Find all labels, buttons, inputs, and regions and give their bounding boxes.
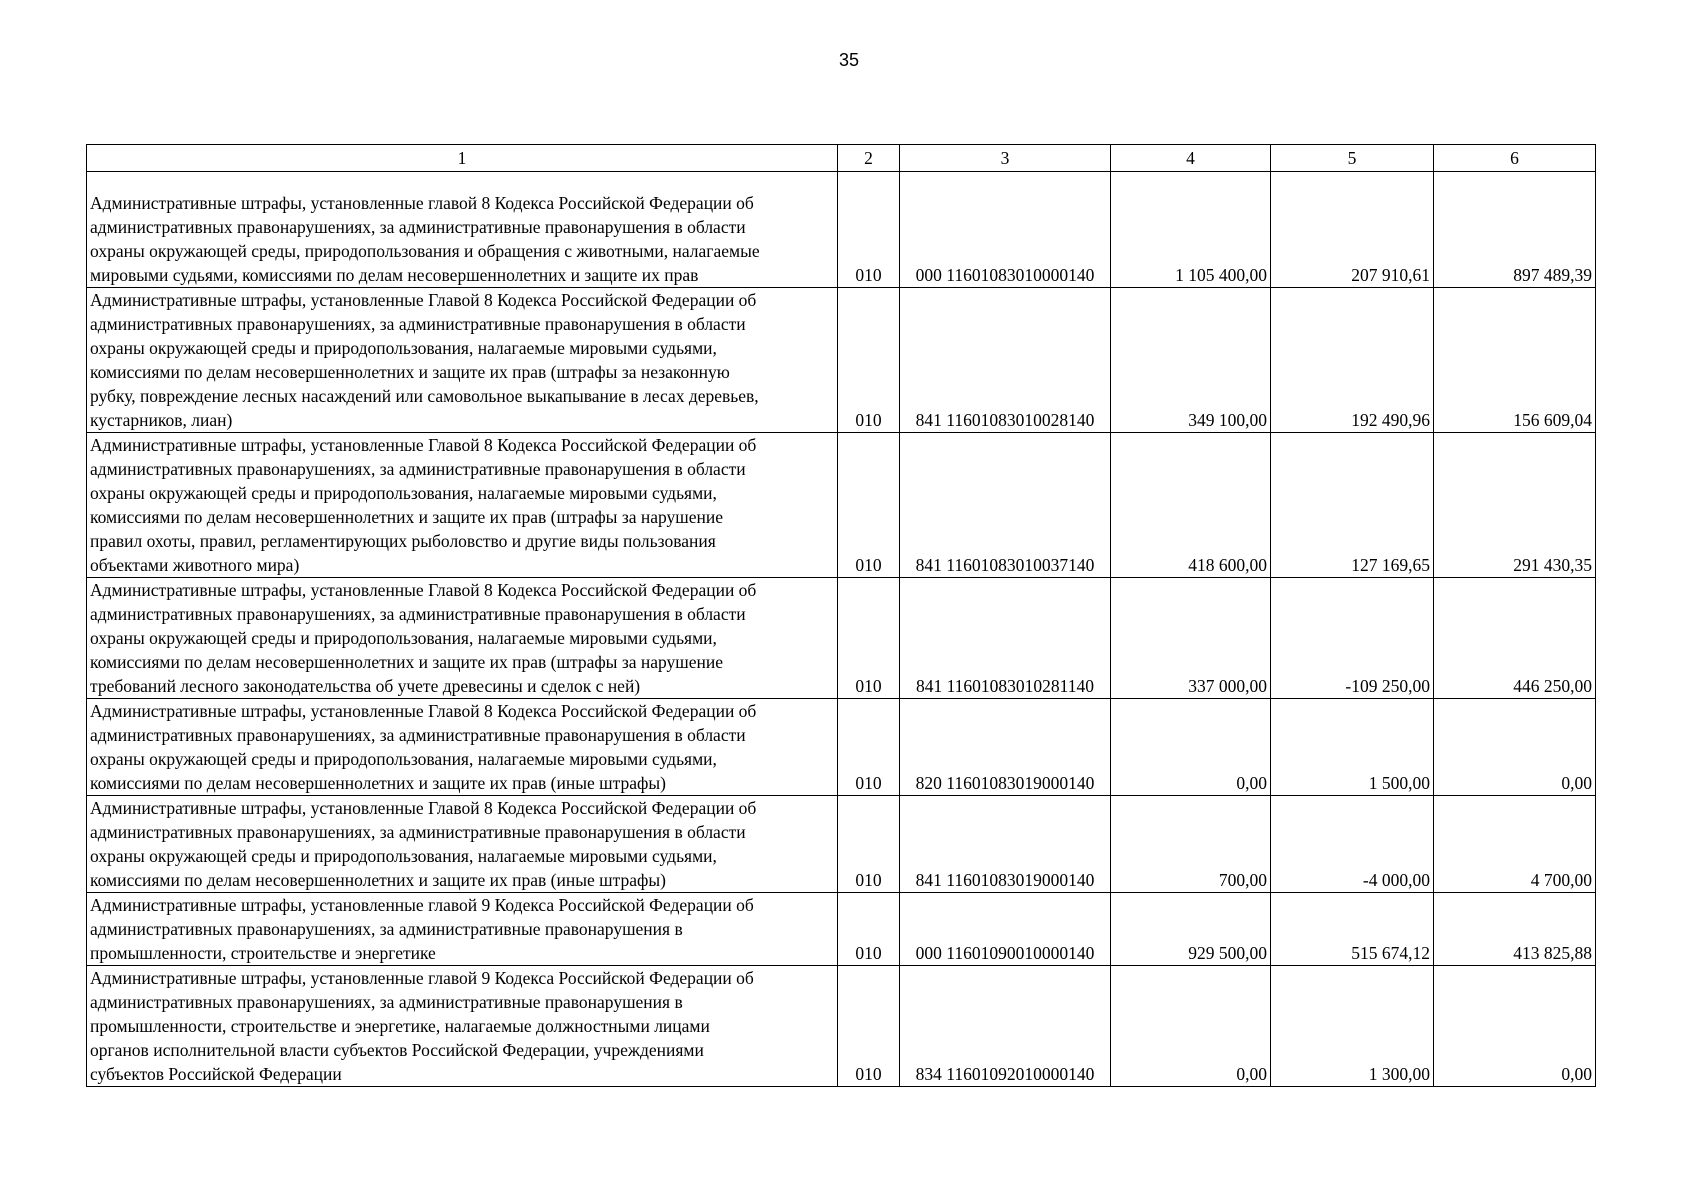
description-line: Административные штрафы, установленные Главой 8 Кодекса Российской Федерации об <box>90 798 757 818</box>
row-value-5: -109 250,00 <box>1271 578 1434 699</box>
description-line: Административные штрафы, установленные Главой 8 Кодекса Российской Федерации об <box>90 435 757 455</box>
description-line: административных правонарушениях, за административные правонарушения в области <box>90 314 746 334</box>
row-value-5: -4 000,00 <box>1271 796 1434 893</box>
description-line: охраны окружающей среды и природопользования, налагаемые мировыми судьями, <box>90 338 717 358</box>
row-line-code: 010 <box>838 796 900 893</box>
row-value-6: 897 489,39 <box>1434 172 1596 288</box>
row-line-code: 010 <box>838 578 900 699</box>
description-line: промышленности, строительстве и энергетике, налагаемые должностными лицами <box>90 1016 710 1036</box>
column-header-4: 4 <box>1111 145 1271 172</box>
row-value-4: 349 100,00 <box>1111 288 1271 433</box>
description-line: административных правонарушениях, за административные правонарушения в <box>90 919 683 939</box>
table-row <box>87 699 1596 796</box>
column-header-2: 2 <box>838 145 900 172</box>
row-line-code: 010 <box>838 699 900 796</box>
row-value-5: 515 674,12 <box>1271 893 1434 966</box>
row-value-5: 207 910,61 <box>1271 172 1434 288</box>
row-budget-code: 841 11601083010037140 <box>900 433 1111 578</box>
description-line: Административные штрафы, установленные главой 9 Кодекса Российской Федерации об <box>90 895 754 915</box>
row-budget-code: 834 11601092010000140 <box>900 966 1111 1087</box>
row-value-4: 418 600,00 <box>1111 433 1271 578</box>
row-value-4: 0,00 <box>1111 699 1271 796</box>
page-number: 35 <box>838 50 860 70</box>
row-line-code: 010 <box>838 172 900 288</box>
row-value-4: 929 500,00 <box>1111 893 1271 966</box>
description-line: административных правонарушениях, за административные правонарушения в области <box>90 725 746 745</box>
description-line: комиссиями по делам несовершеннолетних и защите их прав (иные штрафы) <box>90 870 666 890</box>
row-budget-code: 841 11601083010028140 <box>900 288 1111 433</box>
row-value-5: 1 500,00 <box>1271 699 1434 796</box>
column-header-6: 6 <box>1434 145 1596 172</box>
description-line: кустарников, лиан) <box>90 410 233 430</box>
row-value-6: 291 430,35 <box>1434 433 1596 578</box>
description-line: комиссиями по делам несовершеннолетних и защите их прав (штрафы за нарушение <box>90 652 724 672</box>
row-budget-code: 000 11601083010000140 <box>900 172 1111 288</box>
table-row <box>87 578 1596 699</box>
row-line-code: 010 <box>838 433 900 578</box>
row-line-code: 010 <box>838 288 900 433</box>
row-value-4: 700,00 <box>1111 796 1271 893</box>
row-value-4: 1 105 400,00 <box>1111 172 1271 288</box>
row-description <box>87 893 838 966</box>
description-line: охраны окружающей среды, природопользования и обращения с животными, налагаемые <box>90 241 760 261</box>
row-value-5: 127 169,65 <box>1271 433 1434 578</box>
description-line: комиссиями по делам несовершеннолетних и защите их прав (штрафы за нарушение <box>90 507 724 527</box>
description-line: комиссиями по делам несовершеннолетних и защите их прав (иные штрафы) <box>90 773 666 793</box>
row-value-6: 446 250,00 <box>1434 578 1596 699</box>
description-line: субъектов Российской Федерации <box>90 1064 342 1084</box>
table-row <box>87 796 1596 893</box>
row-budget-code: 841 11601083010281140 <box>900 578 1111 699</box>
description-line: Административные штрафы, установленные Главой 8 Кодекса Российской Федерации об <box>90 701 757 721</box>
description-line: административных правонарушениях, за административные правонарушения в области <box>90 459 746 479</box>
column-header-1: 1 <box>87 145 838 172</box>
description-line: Административные штрафы, установленные главой 9 Кодекса Российской Федерации об <box>90 968 754 988</box>
row-value-6: 0,00 <box>1434 966 1596 1087</box>
row-value-4: 337 000,00 <box>1111 578 1271 699</box>
column-header-5: 5 <box>1271 145 1434 172</box>
description-line: объектами животного мира) <box>90 555 300 575</box>
description-line: административных правонарушениях, за административные правонарушения в области <box>90 217 746 237</box>
description-line: охраны окружающей среды и природопользования, налагаемые мировыми судьями, <box>90 628 717 648</box>
description-line: административных правонарушениях, за административные правонарушения в <box>90 992 683 1012</box>
row-value-6: 0,00 <box>1434 699 1596 796</box>
description-line: правил охоты, правил, регламентирующих рыболовство и другие виды пользования <box>90 531 716 551</box>
row-description <box>87 172 838 288</box>
row-line-code: 010 <box>838 893 900 966</box>
description-line: Административные штрафы, установленные главой 8 Кодекса Российской Федерации об <box>90 193 754 213</box>
description-line: органов исполнительной власти субъектов Российской Федерации, учреждениями <box>90 1040 704 1060</box>
description-line: охраны окружающей среды и природопользования, налагаемые мировыми судьями, <box>90 846 717 866</box>
row-value-6: 156 609,04 <box>1434 288 1596 433</box>
row-description <box>87 796 838 893</box>
description-line: комиссиями по делам несовершеннолетних и защите их прав (штрафы за незаконную <box>90 362 730 382</box>
table-header-row <box>87 145 1596 172</box>
description-line: административных правонарушениях, за административные правонарушения в области <box>90 822 746 842</box>
row-budget-code: 000 11601090010000140 <box>900 893 1111 966</box>
row-description <box>87 288 838 433</box>
row-description <box>87 699 838 796</box>
row-description <box>87 966 838 1087</box>
row-description <box>87 433 838 578</box>
row-value-6: 4 700,00 <box>1434 796 1596 893</box>
row-value-5: 192 490,96 <box>1271 288 1434 433</box>
description-line: промышленности, строительстве и энергетике <box>90 943 436 963</box>
description-line: мировыми судьями, комиссиями по делам несовершеннолетних и защите их прав <box>90 265 699 285</box>
table-row <box>87 966 1596 1087</box>
row-value-5: 1 300,00 <box>1271 966 1434 1087</box>
description-line: охраны окружающей среды и природопользования, налагаемые мировыми судьями, <box>90 483 717 503</box>
row-value-4: 0,00 <box>1111 966 1271 1087</box>
table-row <box>87 433 1596 578</box>
row-value-6: 413 825,88 <box>1434 893 1596 966</box>
description-line: охраны окружающей среды и природопользования, налагаемые мировыми судьями, <box>90 749 717 769</box>
fines-table <box>86 144 1596 1087</box>
description-line: рубку, повреждение лесных насаждений или самовольное выкапывание в лесах деревьев, <box>90 386 759 406</box>
description-line: Административные штрафы, установленные Главой 8 Кодекса Российской Федерации об <box>90 290 757 310</box>
description-line: Административные штрафы, установленные Главой 8 Кодекса Российской Федерации об <box>90 580 757 600</box>
row-budget-code: 820 11601083019000140 <box>900 699 1111 796</box>
description-line: административных правонарушениях, за административные правонарушения в области <box>90 604 746 624</box>
table-row <box>87 288 1596 433</box>
column-header-3: 3 <box>900 145 1111 172</box>
table-row <box>87 893 1596 966</box>
table-row <box>87 172 1596 288</box>
row-budget-code: 841 11601083019000140 <box>900 796 1111 893</box>
row-description <box>87 578 838 699</box>
row-line-code: 010 <box>838 966 900 1087</box>
description-line: требований лесного законодательства об учете древесины и сделок с ней) <box>90 676 641 696</box>
